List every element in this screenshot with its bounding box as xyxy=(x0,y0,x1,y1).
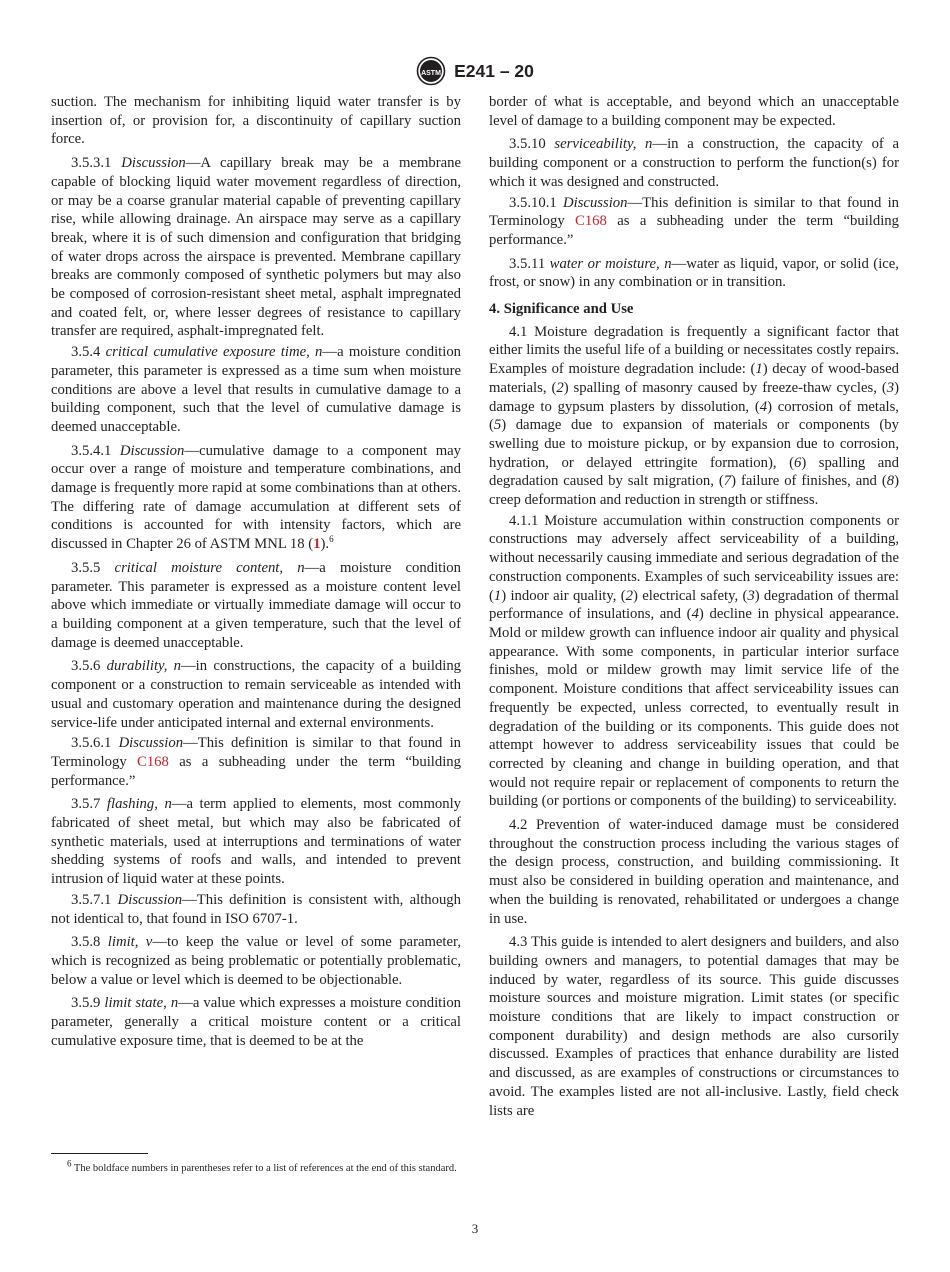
italic-term: water or moisture, n xyxy=(549,255,672,272)
paragraph xyxy=(51,933,461,989)
italic-term: 2 xyxy=(625,587,634,604)
text-run: 3.5.4 xyxy=(71,344,106,361)
text-run: —cumulative damage to a component may occur over a range of moisture and temperature combinations, and damage is frequently more rapid at some combinations than at others. The differing rate of damage accumulation at different sets of conditions is accounted for with intensity factors, which are discussed in Chapter 26 of ASTM MNL 18 ( xyxy=(51,442,462,553)
italic-term: 3 xyxy=(886,379,895,396)
italic-term: limit state, n xyxy=(104,995,179,1012)
text-run: as a subheading under the term “building performance.” xyxy=(489,213,899,248)
page-number: 3 xyxy=(471,1221,479,1236)
text-run: border of what is acceptable, and beyond which an unacceptable level of damage to a building component may be expected. xyxy=(489,94,899,129)
text-run: ) decline in physical appearance. Mold or mildew growth can influence indoor air quality and physical appearance. With some components, in particular interior surface finishes, mold or mildew growth may limit service life of the component. Moisture conditions that affect serviceability issues can frequently be expected, unless corrected, to eventually result in degradation of the building or its components. This guide does not attempt however to address serviceability issues that could be corrected by cleaning and change in building operation, and that would not require repair or replacement of components to return the building (or portions or components of the building) to serviceability. xyxy=(489,606,899,810)
text-run: —to keep the value or level of some parameter, which is recognized as being problematic or potentially problematic, below a value or level which is deemed to be objectionable. xyxy=(51,934,461,988)
paragraph xyxy=(489,93,899,130)
text-run: —a value which expresses a moisture condition parameter, generally a critical moisture content or a critical cumulative exposure time, that is deemed to be at the xyxy=(51,995,462,1049)
paragraph xyxy=(51,93,461,149)
svg-text:ASTM: ASTM xyxy=(421,70,442,77)
text-run: —water as liquid, vapor, or solid (ice, frost, or snow) in any combination or in transition. xyxy=(489,255,899,291)
text-run: —a moisture condition parameter. This parameter is expressed as a moisture content level above which immediate or virtually immediate damage will occur to a building component at a given temperature, such that the level of damage is deemed unacceptable. xyxy=(51,559,461,651)
footnote xyxy=(51,1158,461,1177)
astm-logo-icon xyxy=(416,56,446,86)
text-run: 3.5.4.1 xyxy=(71,442,120,459)
text-run: ) corrosion of metals, ( xyxy=(489,398,899,434)
italic-term: 4 xyxy=(691,606,699,623)
footnote-text: The boldface numbers in parentheses refer to a list of references at the end of this standard. xyxy=(71,1163,457,1174)
text-run: 3.5.7 xyxy=(71,796,107,813)
text-run: ) spalling and degradation caused by salt migration, ( xyxy=(489,454,899,490)
text-run: 3.5.11 xyxy=(509,255,550,272)
text-run: ) damage due to expansion of materials or components (by swelling due to moisture pickup, or by expansion due to corrosion, hydration, or delayed ettringite formation), ( xyxy=(489,417,899,471)
text-run: ) creep deformation and reduction in strength or stiffness. xyxy=(489,473,899,509)
standard-link[interactable]: C168 xyxy=(575,213,607,230)
standard-designation: E241 – 20 xyxy=(454,60,534,81)
italic-term: Discussion xyxy=(121,155,186,172)
italic-term: Discussion xyxy=(119,442,185,459)
paragraph xyxy=(51,154,461,341)
footnote-marker: 6 xyxy=(67,1158,72,1169)
footnote-divider xyxy=(51,1153,148,1154)
italic-term: serviceability, n xyxy=(554,136,653,153)
text-run: 3.5.6 xyxy=(71,658,107,675)
text-run: 3.5.3.1 xyxy=(71,155,122,172)
italic-term: Discussion xyxy=(563,194,628,211)
italic-term: Discussion xyxy=(118,735,184,752)
italic-term: 1 xyxy=(493,587,502,604)
italic-term: critical moisture content, n xyxy=(114,559,305,576)
text-run: —in constructions, the capacity of a building component or a construction to remain serviceable as intended with usual and customary operation and maintenance during the designed service-life under anticipated internal and external environments. xyxy=(51,658,462,731)
paragraph xyxy=(51,442,461,554)
paragraph xyxy=(51,734,461,790)
italic-term: 5 xyxy=(493,417,502,434)
text-run: ). xyxy=(320,536,330,553)
paragraph xyxy=(489,135,899,191)
text-run: 4.3 This guide is intended to alert designers and builders, and also building owners and managers, to potential damages that may be induced by water, regardless of its source. This guide discusses moisture sources and moisture migration. Limit states (or specific moisture conditions that are likely to impact construction or component durability) and design methods are also cursorily discussed. Examples of practices that enhance durability are listed and discussed, as are examples of constructions or circumstances to avoid. The examples listed are not all-inclusive. Lastly, field check lists are xyxy=(489,934,899,1119)
paragraph xyxy=(489,323,899,510)
text-run: 3.5.9 xyxy=(71,995,105,1012)
text-run: ) spalling of masonry caused by freeze-thaw cycles, ( xyxy=(563,379,887,396)
text-run: 4.1.1 Moisture accumulation within construction components or constructions may adversely affect serviceability of a building, without necessarily causing immediate and serious degradation of the construction components. Examples of such serviceability issues are: ( xyxy=(489,512,899,604)
text-run: ) electrical safety, ( xyxy=(633,587,748,604)
italic-term: 4 xyxy=(759,398,768,415)
left-column xyxy=(51,93,461,1052)
text-run: —This definition is similar to that found in Terminology xyxy=(51,735,461,770)
paragraph xyxy=(51,559,461,653)
text-run: —a term applied to elements, most commonly fabricated of sheet metal, but which may also be fabricated of synthetic materials, used at interruptions and terminations of water shedding systems of roofs and walls, and intended to prevent intrusion of liquid water at these points. xyxy=(51,796,461,888)
text-run: ) indoor air quality, ( xyxy=(501,587,626,604)
text-run: —A capillary break may be a membrane capable of blocking liquid water movement regardless of direction, or may be a coarse granular material capable of preventing capillary rise, while allowing drainage. An airspace may serve as a capillary break, where it is of such dimension and configuration that bridging of water drops across the airspace is prevented. Membrane capillary breaks are commonly composed of synthetic polymers but may also be composed of corrosion-resistant sheet metal, asphalt impregnated and coated felt, or, where lesser degrees of resistance to capillary transfer are required, asphalt-impregnated felt. xyxy=(51,155,461,340)
right-column xyxy=(489,93,899,1122)
italic-term: 7 xyxy=(723,473,732,490)
paragraph xyxy=(51,657,461,732)
text-run: 4.2 Prevention of water-induced damage must be considered throughout the construction process including the various stages of the design process, construction, and building commissioning. It must also be considered in building operation and maintenance, and when the building is renovated, rehabilitated or undergoes a change in use. xyxy=(489,817,899,927)
text-run: 3.5.7.1 xyxy=(71,891,118,908)
text-run: suction. The mechanism for inhibiting liquid water transfer is by insertion of, or provision for, a discontinuity of capillary suction force. xyxy=(51,94,461,148)
text-run: —a moisture condition parameter, this parameter is expressed as a time sum when moisture conditions are above a level that results in cumulative damage to a building component, such that the level of cumulative damage is deemed unacceptable. xyxy=(51,344,462,435)
italic-term: 8 xyxy=(886,473,895,490)
italic-term: 1 xyxy=(755,361,763,378)
italic-term: flashing, n xyxy=(106,796,172,813)
italic-term: 3 xyxy=(747,587,755,604)
text-run: ) degradation of thermal performance of insulations, and ( xyxy=(489,587,899,623)
text-run: —in a construction, the capacity of a building component or a construction to perform the function(s) for which it was designed and constructed. xyxy=(489,136,900,190)
paragraph xyxy=(51,891,461,928)
italic-term: 6 xyxy=(793,454,802,471)
paragraph xyxy=(489,933,899,1120)
reference-link[interactable]: 1 xyxy=(313,536,321,553)
text-run: ) failure of finishes, and ( xyxy=(731,473,887,490)
section-heading: 4. Significance and Use xyxy=(489,301,634,318)
paragraph xyxy=(489,255,899,292)
text-run: as a subheading under the term “building performance.” xyxy=(51,753,461,789)
text-run: 3.5.5 xyxy=(71,559,115,576)
paragraph xyxy=(489,512,899,811)
text-run: ) damage to gypsum plasters by dissolution, ( xyxy=(489,379,899,415)
paragraph xyxy=(489,816,899,928)
text-run: ) decay of wood-based materials, ( xyxy=(489,361,900,396)
paragraph xyxy=(489,194,899,250)
italic-term: durability, n xyxy=(106,658,181,675)
text-run: 3.5.8 xyxy=(71,934,108,951)
paragraph xyxy=(51,795,461,889)
italic-term: critical cumulative exposure time, n xyxy=(105,344,323,361)
footnote-ref: 6 xyxy=(329,534,334,545)
paragraph xyxy=(51,994,461,1050)
text-run: —This definition is consistent with, although not identical to, that found in ISO 6707-1. xyxy=(51,891,461,927)
paragraph xyxy=(51,343,461,437)
italic-term: limit, v xyxy=(107,934,153,951)
text-run: —This definition is similar to that found in Terminology xyxy=(489,194,900,230)
italic-term: 2 xyxy=(556,379,564,396)
text-run: 4.1 Moisture degradation is frequently a significant factor that either limits the useful life of a building or necessitates costly repairs. Examples of moisture degradation include: ( xyxy=(489,323,899,378)
text-run: 3.5.10 xyxy=(509,136,555,153)
standard-link[interactable]: C168 xyxy=(137,753,169,770)
text-run: 3.5.10.1 xyxy=(509,194,564,211)
text-run: 3.5.6.1 xyxy=(71,735,119,752)
italic-term: Discussion xyxy=(117,891,183,908)
page-header xyxy=(0,56,950,86)
